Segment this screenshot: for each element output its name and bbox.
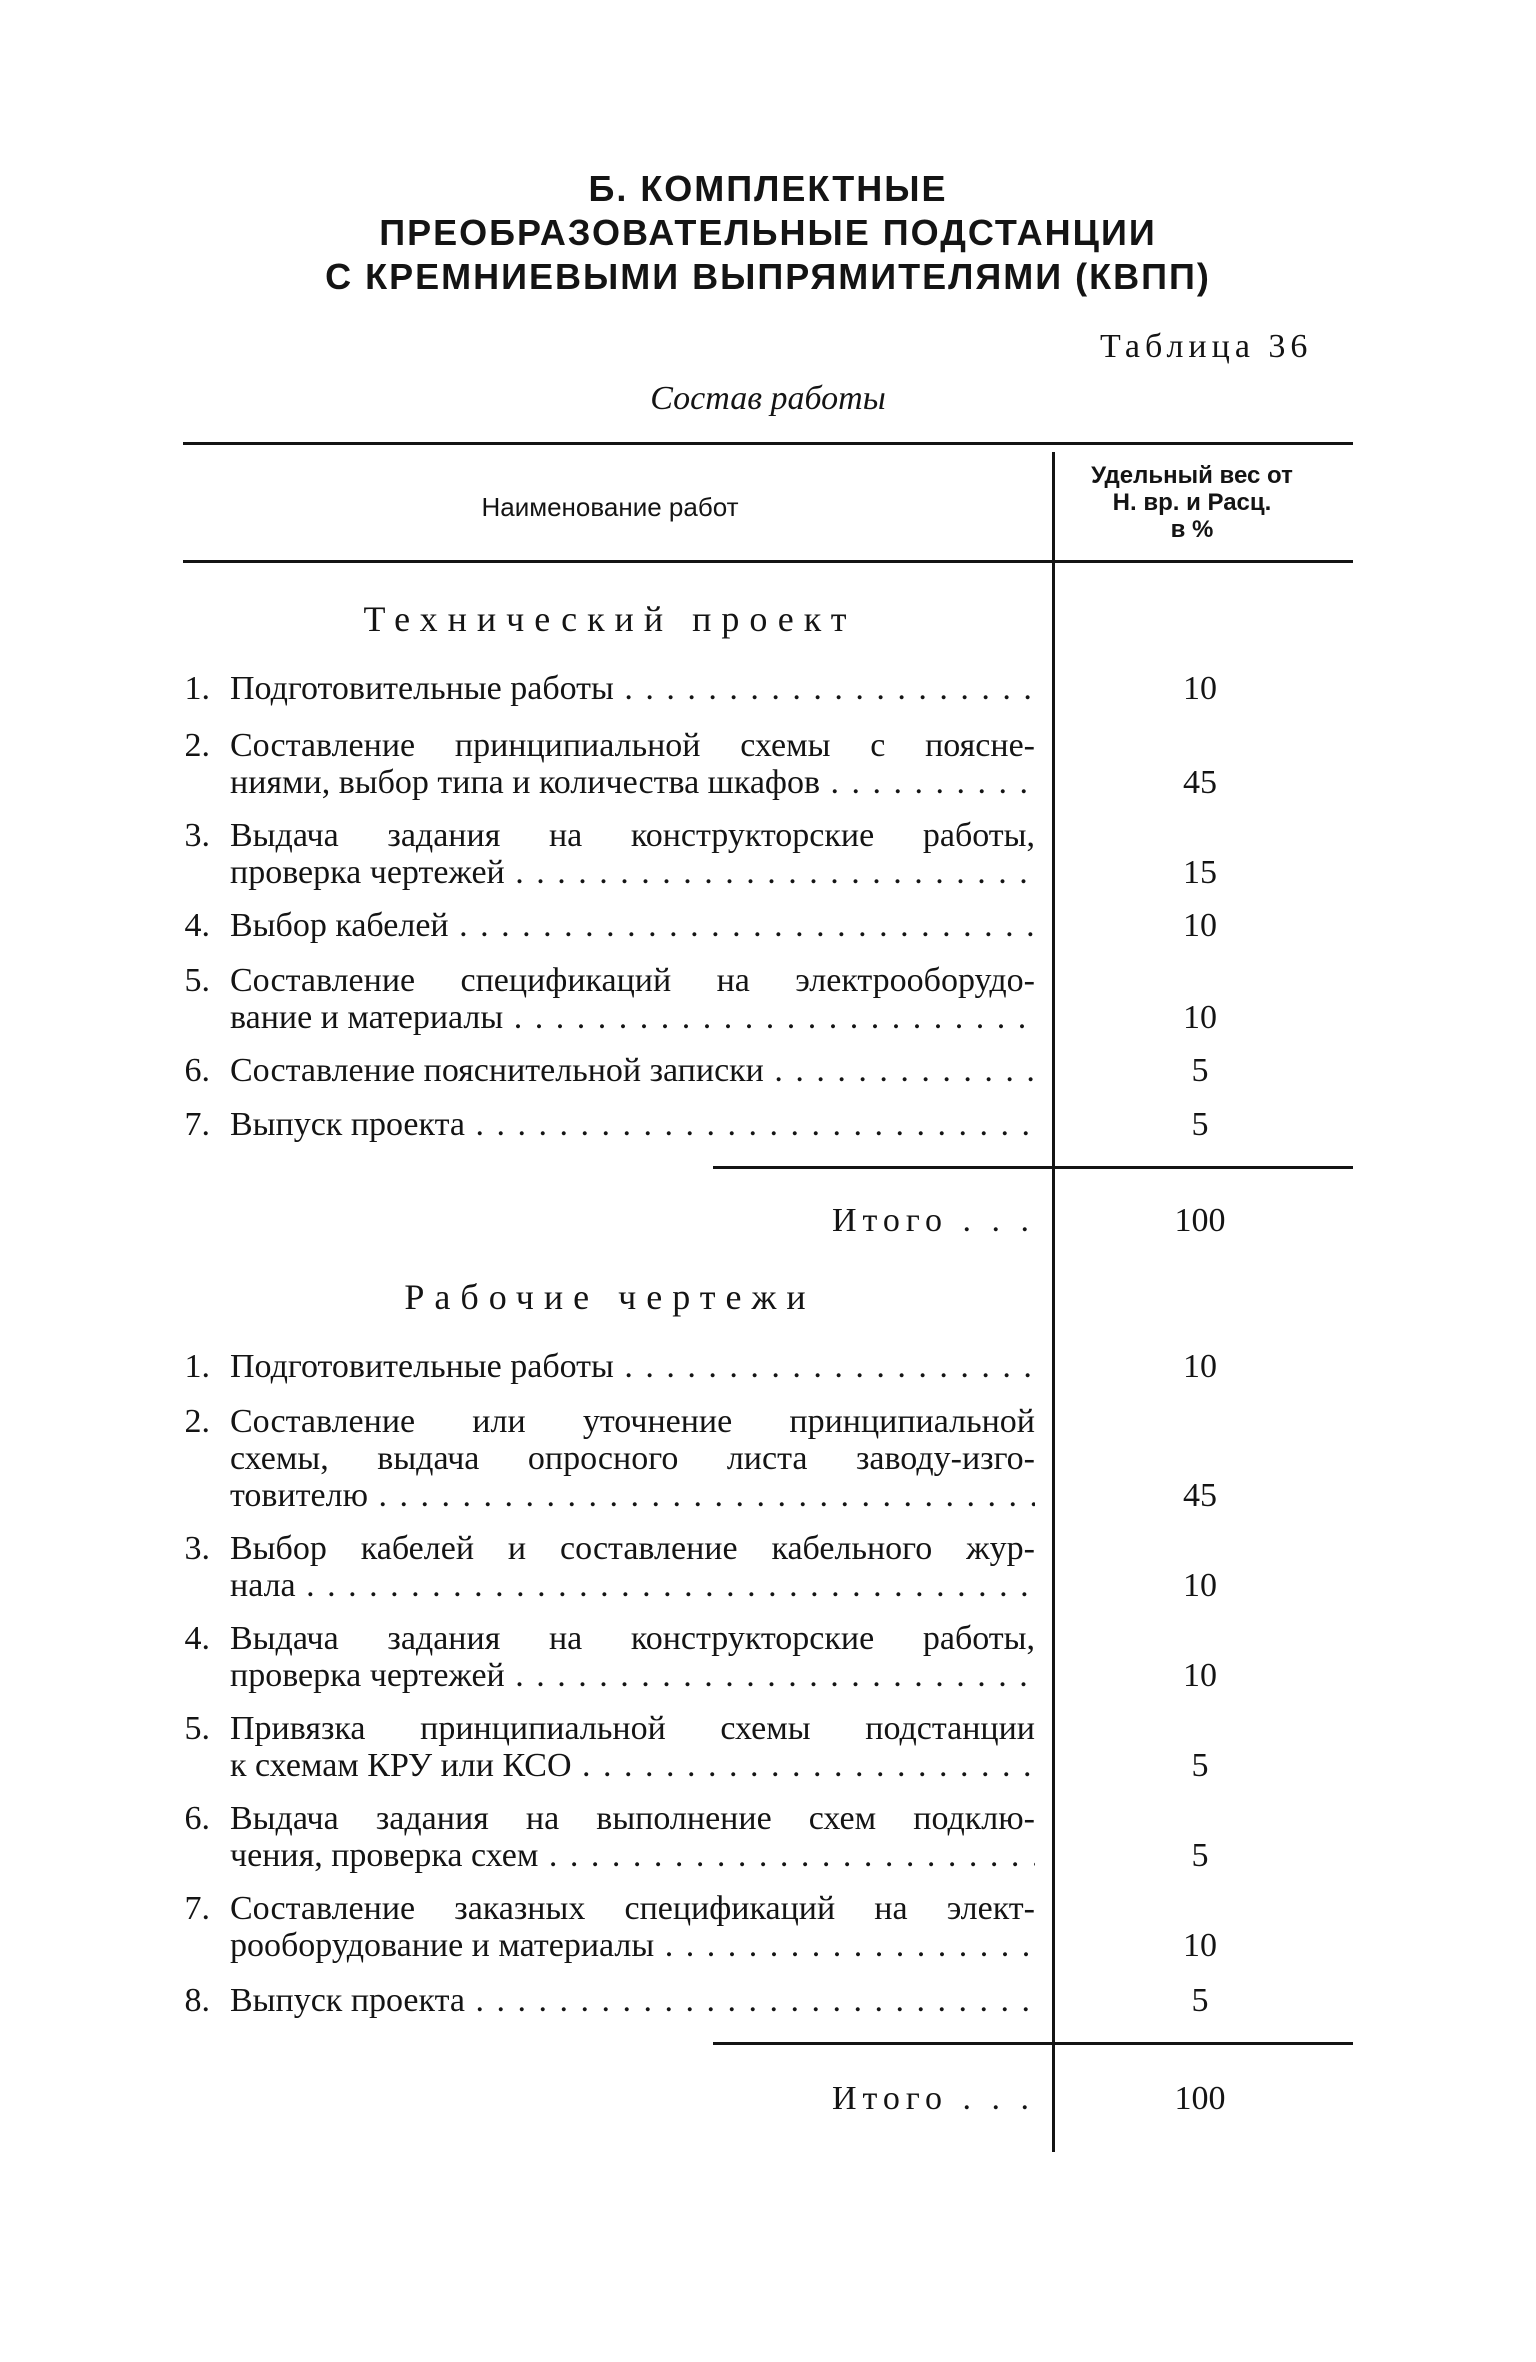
item-text-line: к схемам КРУ или КСО . . . xyxy=(230,1747,1035,1785)
table-subtitle: Состав работы xyxy=(650,380,886,417)
item-value: 10 xyxy=(1183,1567,1217,1604)
column-header-weight xyxy=(1062,462,1322,543)
item-text-line: Выдача задания на конструкторские работы, xyxy=(230,1620,1035,1657)
item-text-line: Составление или уточнение принципиальной xyxy=(230,1403,1035,1440)
item-text-line: Привязка принципиальной схемы подстанции xyxy=(230,1710,1035,1747)
item-text-line: вание и материалы . . . xyxy=(230,999,1035,1037)
item-value: 5 xyxy=(1191,1837,1209,1874)
section-title: Технический проект xyxy=(363,599,857,639)
item-text-line: Составление спецификаций на электрооборудо- xyxy=(230,962,1035,999)
item-text-line: Подготовительные работы . . . xyxy=(230,670,1035,708)
item-text-line: товителю . . . xyxy=(230,1477,1035,1515)
item-value: 10 xyxy=(1183,670,1217,707)
item-value: 5 xyxy=(1191,1747,1209,1784)
table-top-rule xyxy=(183,442,1353,445)
total-label: Итого . . . xyxy=(831,2080,1035,2117)
item-number: 1. xyxy=(184,670,210,707)
item-value: 5 xyxy=(1191,1052,1209,1089)
heading-line-1: Б. КОМПЛЕКТНЫЕ xyxy=(588,168,948,209)
item-value: 10 xyxy=(1183,1348,1217,1385)
item-number: 4. xyxy=(184,1620,210,1657)
item-value: 10 xyxy=(1183,1657,1217,1694)
item-text-line: нала . . . xyxy=(230,1567,1035,1605)
heading-line-3: С КРЕМНИЕВЫМИ ВЫПРЯМИТЕЛЯМИ (КВПП) xyxy=(325,256,1211,297)
item-text-line: проверка чертежей . . . xyxy=(230,1657,1035,1695)
item-text-line: Составление пояснительной записки . . . xyxy=(230,1052,1035,1090)
subtotal-rule xyxy=(713,1166,1353,1169)
item-text-line: Выдача задания на конструкторские работы, xyxy=(230,817,1035,854)
item-value: 10 xyxy=(1183,907,1217,944)
total-label: Итого . . . xyxy=(831,1202,1035,1239)
subtotal-rule xyxy=(713,2042,1353,2045)
item-number: 5. xyxy=(184,1710,210,1747)
heading-line-2: ПРЕОБРАЗОВАТЕЛЬНЫЕ ПОДСТАНЦИИ xyxy=(379,212,1157,253)
item-text-line: Выпуск проекта . . . xyxy=(230,1982,1035,2020)
item-number: 3. xyxy=(184,1530,210,1567)
item-number: 8. xyxy=(184,1982,210,2019)
item-number: 1. xyxy=(184,1348,210,1385)
item-number: 3. xyxy=(184,817,210,854)
item-number: 5. xyxy=(184,962,210,999)
total-value: 100 xyxy=(1174,1202,1226,1239)
item-number: 2. xyxy=(184,1403,210,1440)
item-value: 45 xyxy=(1183,764,1217,801)
item-text-line: Выдача задания на выполнение схем подклю- xyxy=(230,1800,1035,1837)
item-number: 6. xyxy=(184,1052,210,1089)
item-text-line: Выбор кабелей . . . xyxy=(230,907,1035,945)
total-value: 100 xyxy=(1174,2080,1226,2117)
item-text-line: чения, проверка схем . . . xyxy=(230,1837,1035,1875)
item-value: 45 xyxy=(1183,1477,1217,1514)
item-text-line: проверка чертежей . . . xyxy=(230,854,1035,892)
section-title: Рабочие чертежи xyxy=(404,1277,816,1317)
item-number: 6. xyxy=(184,1800,210,1837)
item-number: 7. xyxy=(184,1106,210,1143)
item-number: 2. xyxy=(184,727,210,764)
column-header-weight-line-2: Н. вр. и Расц. xyxy=(1112,489,1272,516)
item-value: 10 xyxy=(1183,1927,1217,1964)
item-number: 4. xyxy=(184,907,210,944)
table-label: Таблица 36 xyxy=(1100,328,1313,365)
item-text-line: Составление заказных спецификаций на элект- xyxy=(230,1890,1035,1927)
item-text-line: рооборудование и материалы . . . xyxy=(230,1927,1035,1965)
item-value: 10 xyxy=(1183,999,1217,1036)
item-value: 5 xyxy=(1191,1982,1209,2019)
item-text-line: Подготовительные работы . . . xyxy=(230,1348,1035,1386)
item-text-line: Выпуск проекта . . . xyxy=(230,1106,1035,1144)
column-header-weight-line-1: Удельный вес от xyxy=(1091,462,1293,489)
item-text-line: схемы, выдача опросного листа заводу-изго- xyxy=(230,1440,1035,1477)
header-bottom-rule xyxy=(183,560,1353,563)
column-divider xyxy=(1052,452,1055,2152)
item-text-line: ниями, выбор типа и количества шкафов . . . xyxy=(230,764,1035,802)
item-value: 15 xyxy=(1183,854,1217,891)
column-header-name: Наименование работ xyxy=(481,492,739,522)
item-number: 7. xyxy=(184,1890,210,1927)
column-header-weight-line-3: в % xyxy=(1170,516,1214,543)
item-text-line: Выбор кабелей и составление кабельного жур- xyxy=(230,1530,1035,1567)
item-value: 5 xyxy=(1191,1106,1209,1143)
item-text-line: Составление принципиальной схемы с поясне- xyxy=(230,727,1035,764)
